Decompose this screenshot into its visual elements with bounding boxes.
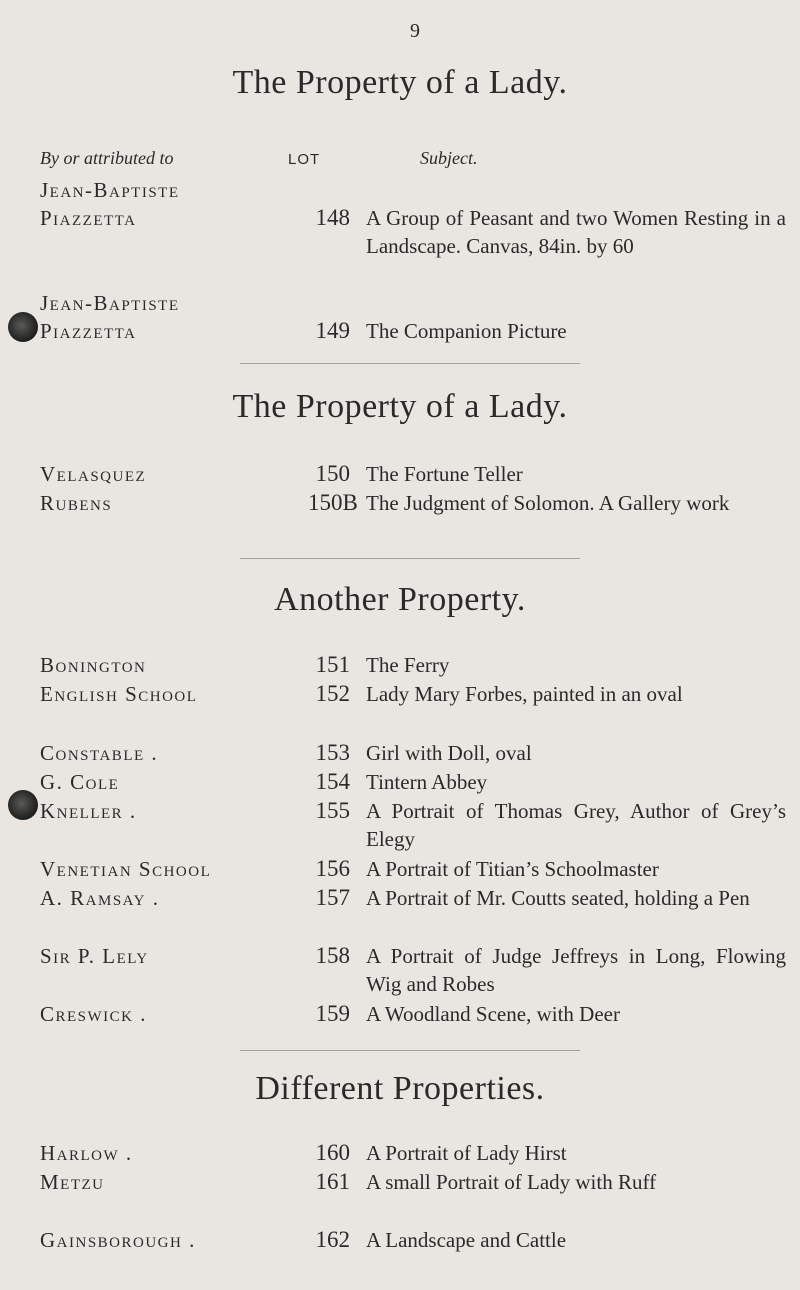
lot-subject: A small Portrait of Lady with Ruff bbox=[366, 1170, 657, 1194]
section-divider bbox=[240, 558, 580, 559]
artist-name: Piazzetta bbox=[40, 319, 137, 343]
lot-number: 149 bbox=[315, 318, 350, 343]
artist-name: G. Cole bbox=[40, 770, 120, 794]
lot-number: 157 bbox=[315, 885, 350, 910]
artist-prefix: Jean-Baptiste bbox=[40, 178, 180, 202]
page-number: 9 bbox=[410, 20, 420, 42]
artist-name: Creswick . bbox=[40, 1002, 148, 1026]
lot-subject: A Portrait of Mr. Coutts seated, holding a Pen bbox=[366, 886, 750, 910]
artist-name: Venetian School bbox=[40, 857, 212, 881]
lot-number: 155 bbox=[315, 798, 350, 823]
section-divider bbox=[240, 363, 580, 364]
column-header-lot: LOT bbox=[288, 151, 321, 168]
section-title: The Property of a Lady. bbox=[232, 64, 568, 101]
lot-number: 150 bbox=[315, 461, 350, 486]
section-title: Different Properties. bbox=[255, 1070, 545, 1107]
lot-number: 161 bbox=[315, 1169, 350, 1194]
lot-number: 159 bbox=[315, 1001, 350, 1026]
artist-name: A. Ramsay . bbox=[40, 886, 160, 910]
artist-name: Bonington bbox=[40, 653, 147, 677]
section-divider bbox=[240, 1050, 580, 1051]
lot-number: 160 bbox=[315, 1140, 350, 1165]
lot-subject: The Ferry bbox=[366, 653, 450, 677]
lot-subject: A Portrait of Lady Hirst bbox=[366, 1141, 567, 1165]
lot-number: 148 bbox=[315, 205, 350, 230]
artist-name: Sir P. Lely bbox=[40, 944, 149, 968]
artist-name: Harlow . bbox=[40, 1141, 133, 1165]
lot-subject: A Portrait of Titian’s Schoolmaster bbox=[366, 857, 659, 881]
lot-subject: The Fortune Teller bbox=[366, 462, 523, 486]
lot-subject: The Companion Picture bbox=[366, 319, 567, 343]
artist-prefix: Jean-Baptiste bbox=[40, 291, 180, 315]
lot-number: 162 bbox=[315, 1227, 350, 1252]
artist-name: Rubens bbox=[40, 491, 113, 515]
lot-subject: The Judgment of Solomon. A Gallery work bbox=[366, 491, 730, 515]
lot-subject: Girl with Doll, oval bbox=[366, 741, 532, 765]
artist-name: Velasquez bbox=[40, 462, 147, 486]
lot-number: 150B bbox=[308, 490, 358, 515]
column-header-subject: Subject. bbox=[420, 148, 478, 168]
artist-name: Kneller . bbox=[40, 799, 137, 823]
lot-subject: Tintern Abbey bbox=[366, 770, 488, 794]
binding-hole bbox=[8, 312, 38, 342]
lot-number: 151 bbox=[315, 652, 350, 677]
artist-name: Metzu bbox=[40, 1170, 105, 1194]
artist-name: English School bbox=[40, 682, 198, 706]
section-title: The Property of a Lady. bbox=[232, 388, 568, 425]
lot-subject: A Portrait of Judge Jeffreys in Long, Flowing Wig and Robes bbox=[366, 944, 786, 996]
lot-subject: A Landscape and Cattle bbox=[366, 1228, 567, 1252]
lot-subject: A Portrait of Thomas Grey, Author of Grey’s Elegy bbox=[366, 799, 786, 851]
artist-name: Constable . bbox=[40, 741, 159, 765]
artist-name: Gainsborough . bbox=[40, 1228, 196, 1252]
artist-name: Piazzetta bbox=[40, 206, 137, 230]
section-title: Another Property. bbox=[274, 581, 526, 618]
lot-number: 152 bbox=[315, 681, 350, 706]
lot-number: 154 bbox=[315, 769, 350, 794]
binding-hole bbox=[8, 790, 38, 820]
lot-number: 158 bbox=[315, 943, 350, 968]
lot-number: 156 bbox=[315, 856, 350, 881]
lot-subject: A Woodland Scene, with Deer bbox=[366, 1002, 620, 1026]
column-header-artist: By or attributed to bbox=[40, 148, 174, 168]
lot-number: 153 bbox=[315, 740, 350, 765]
lot-subject: Lady Mary Forbes, painted in an oval bbox=[366, 682, 683, 706]
lot-subject: A Group of Peasant and two Women Resting in a Landscape. Canvas, 84in. by 60 bbox=[366, 206, 786, 258]
